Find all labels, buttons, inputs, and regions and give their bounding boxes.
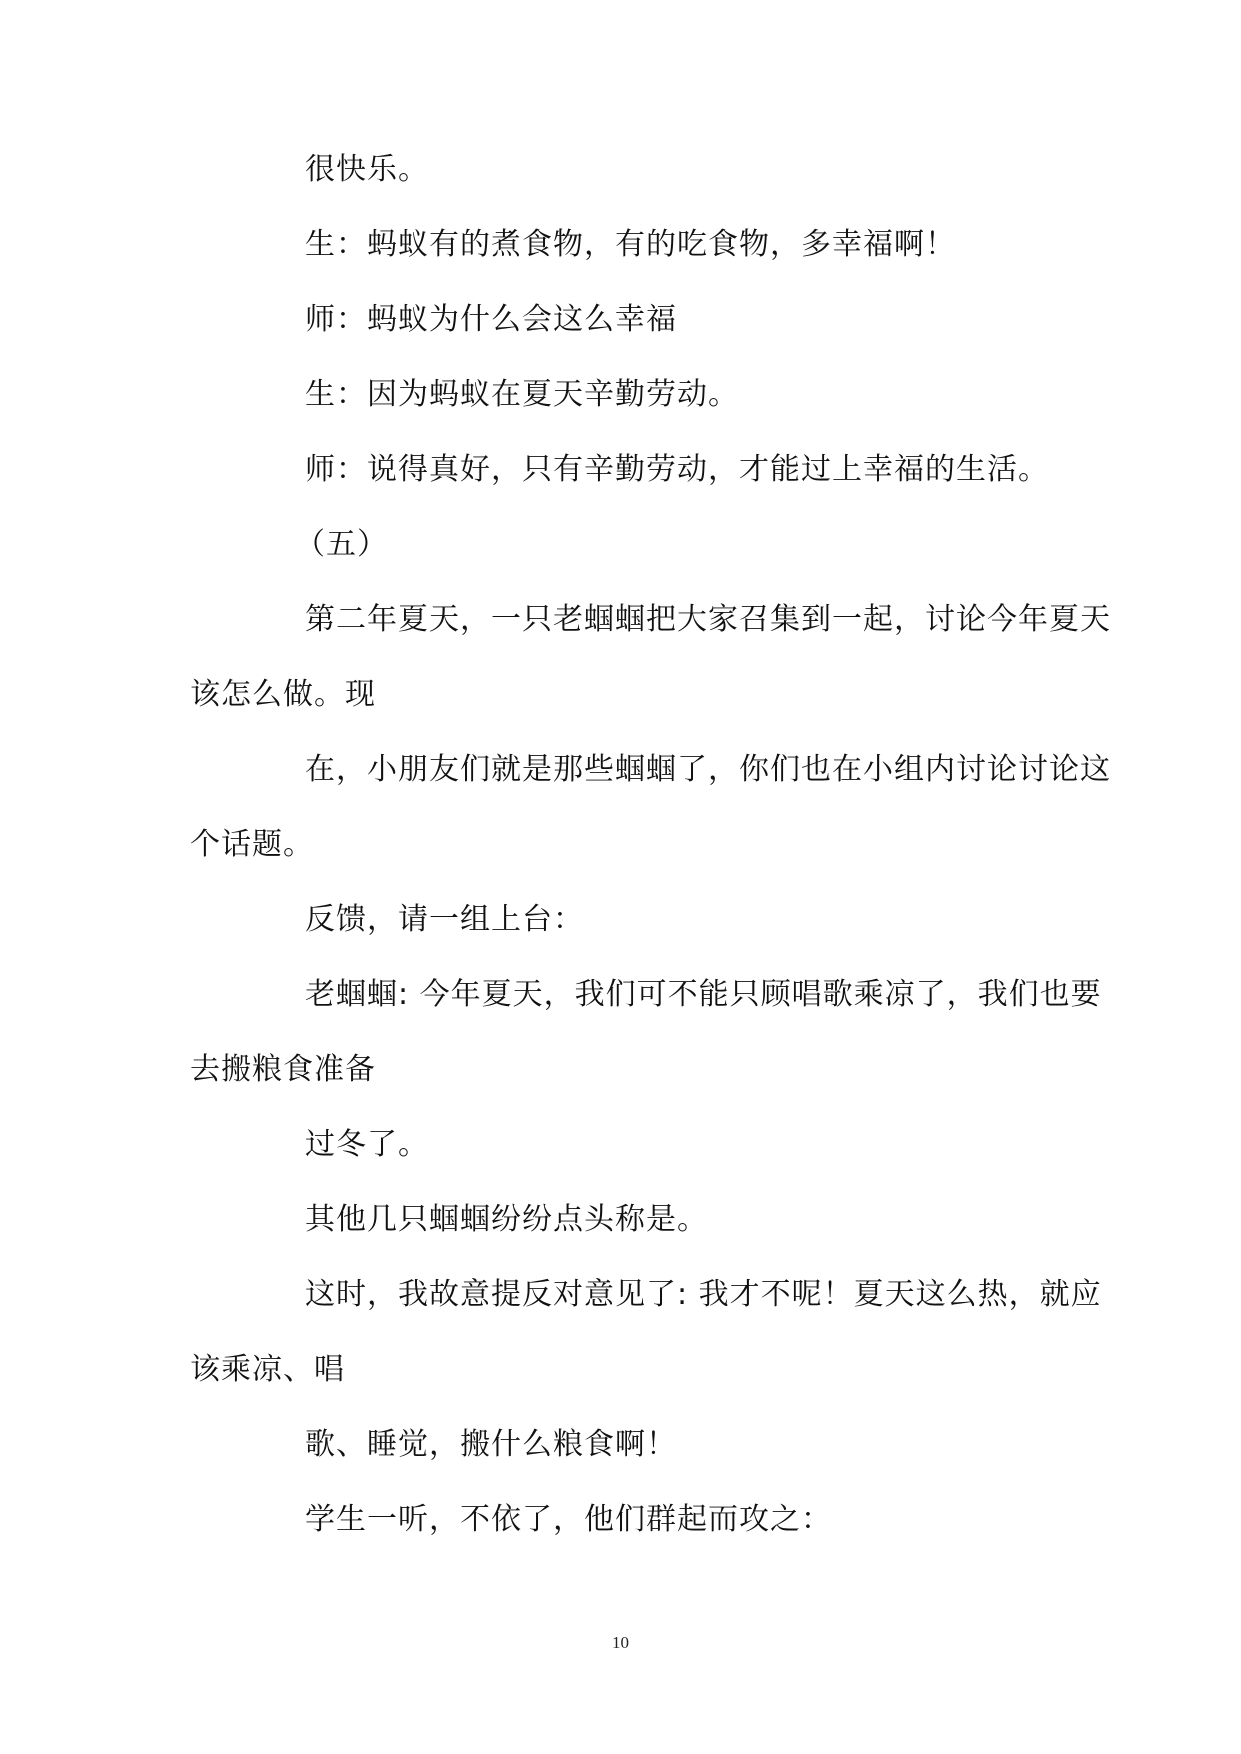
- section-heading: （五）: [295, 527, 388, 562]
- text-line: 该乘凉、唱: [190, 1352, 345, 1387]
- text-line: 师：说得真好，只有辛勤劳动，才能过上幸福的生活。: [305, 452, 1049, 487]
- text-line: 很快乐。: [305, 152, 429, 187]
- text-line: 歌、睡觉，搬什么粮食啊！: [305, 1427, 677, 1462]
- text-line: 这时，我故意提反对意见了: 我才不呢！夏天这么热，就应: [305, 1277, 1102, 1312]
- text-line: 该怎么做。现: [190, 677, 376, 712]
- text-line: 去搬粮食准备: [190, 1052, 376, 1087]
- text-line: 生：因为蚂蚁在夏天辛勤劳动。: [305, 377, 739, 412]
- text-line: 在，小朋友们就是那些蝈蝈了，你们也在小组内讨论讨论这: [305, 752, 1111, 787]
- text-line: 个话题。: [190, 827, 314, 862]
- text-line: 老蝈蝈: 今年夏天，我们可不能只顾唱歌乘凉了，我们也要: [305, 977, 1102, 1012]
- text-line: 反馈，请一组上台：: [305, 902, 584, 937]
- text-line: 第二年夏天，一只老蝈蝈把大家召集到一起，讨论今年夏天: [305, 602, 1111, 637]
- text-line: 师：蚂蚁为什么会这么幸福: [305, 302, 677, 337]
- text-line: 过冬了。: [305, 1127, 429, 1162]
- text-line: 其他几只蝈蝈纷纷点头称是。: [305, 1202, 708, 1237]
- text-line: 生：蚂蚁有的煮食物，有的吃食物，多幸福啊！: [305, 227, 956, 262]
- text-line: 学生一听，不依了，他们群起而攻之：: [305, 1502, 832, 1537]
- page-number: 10: [612, 1633, 629, 1652]
